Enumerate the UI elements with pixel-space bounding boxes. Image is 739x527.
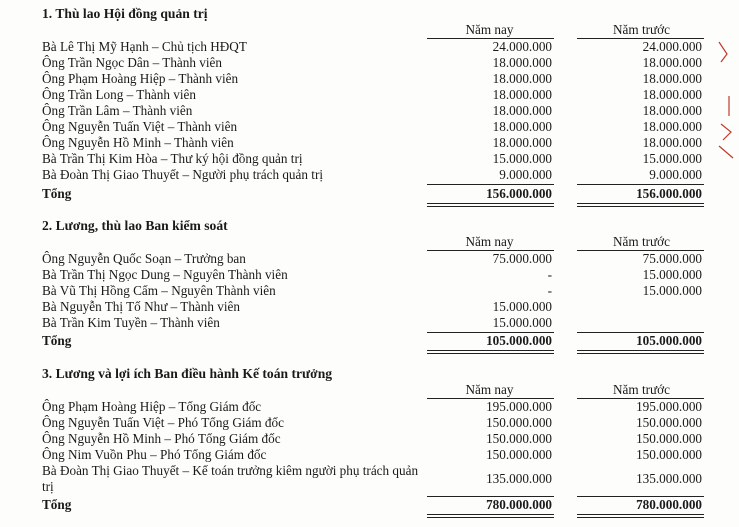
table-row: Bà Trần Thị Ngọc Dung – Nguyên Thành viên - 15.000.000 <box>42 267 702 282</box>
total-double-underline <box>577 203 704 207</box>
total-double-underline <box>577 350 704 354</box>
section-3-total-row: Tổng 780.000.000 780.000.000 <box>42 497 702 512</box>
table-row: Bà Trần Thị Kim Hòa – Thư ký hội đồng quản trị 15.000.000 15.000.000 <box>42 151 702 166</box>
table-row: Ông Nguyễn Hồ Minh – Phó Tổng Giám đốc 150.000.000 150.000.000 <box>42 431 702 446</box>
subtotal-line <box>577 184 704 185</box>
table-row: Bà Lê Thị Mỹ Hạnh – Chủ tịch HĐQT 24.000.000 24.000.000 <box>42 39 702 54</box>
table-row: Ông Trần Lâm – Thành viên 18.000.000 18.000.000 <box>42 103 702 118</box>
handwritten-margin-mark <box>715 36 737 166</box>
section-1-column-headers <box>42 22 702 38</box>
col-current-header: Năm nay <box>465 234 514 249</box>
total-double-underline <box>577 514 704 518</box>
section-2-column-headers <box>42 234 702 250</box>
table-row: Bà Nguyễn Thị Tố Như – Thành viên 15.000.000 <box>42 299 552 314</box>
table-row: Bà Trần Kim Tuyền – Thành viên 15.000.000 <box>42 315 552 330</box>
table-row: Ông Nguyễn Tuấn Việt – Phó Tổng Giám đốc 150.000.000 150.000.000 <box>42 415 702 430</box>
col-previous-header: Năm trước <box>613 382 670 397</box>
section-1-total-row: Tổng 156.000.000 156.000.000 <box>42 186 702 201</box>
col-current-header: Năm nay <box>465 22 514 37</box>
section-2-total-row: Tổng 105.000.000 105.000.000 <box>42 333 702 348</box>
col-previous-header: Năm trước <box>613 234 670 249</box>
table-row: Ông Phạm Hoàng Hiệp – Thành viên 18.000.000 18.000.000 <box>42 71 702 86</box>
table-row: Ông Nguyễn Hồ Minh – Thành viên 18.000.000 18.000.000 <box>42 135 702 150</box>
section-2-title: 2. Lương, thù lao Ban kiểm soát <box>42 218 228 233</box>
table-row: Ông Trần Long – Thành viên 18.000.000 18.000.000 <box>42 87 702 102</box>
table-row: Ông Nim Vuồn Phu – Phó Tổng Giám đốc 150.000.000 150.000.000 <box>42 447 702 462</box>
total-double-underline <box>427 514 554 518</box>
section-3-title: 3. Lương và lợi ích Ban điều hành Kế toán trưởng <box>42 366 333 381</box>
table-row: Ông Nguyễn Quốc Soạn – Trưởng ban 75.000.000 75.000.000 <box>42 251 702 266</box>
table-row: Bà Đoàn Thị Giao Thuyết – Người phụ trách quản trị 9.000.000 9.000.000 <box>42 167 702 182</box>
section-1-title: 1. Thù lao Hội đồng quản trị <box>42 6 208 21</box>
section-3-column-headers <box>42 382 702 398</box>
table-row: Ông Phạm Hoàng Hiệp – Tổng Giám đốc 195.000.000 195.000.000 <box>42 399 702 414</box>
total-double-underline <box>427 203 554 207</box>
subtotal-line <box>427 184 554 185</box>
table-row: Ông Trần Ngọc Dân – Thành viên 18.000.000 18.000.000 <box>42 55 702 70</box>
col-previous-header: Năm trước <box>613 22 670 37</box>
table-row: Bà Đoàn Thị Giao Thuyết – Kế toán trưởng kiêm người phụ trách quản trị 135.000.000 135.000.000 <box>42 463 702 494</box>
total-double-underline <box>427 350 554 354</box>
table-row: Ông Nguyễn Tuấn Việt – Thành viên 18.000.000 18.000.000 <box>42 119 702 134</box>
col-current-header: Năm nay <box>465 382 514 397</box>
table-row: Bà Vũ Thị Hồng Cẩm – Nguyên Thành viên - 15.000.000 <box>42 283 702 298</box>
